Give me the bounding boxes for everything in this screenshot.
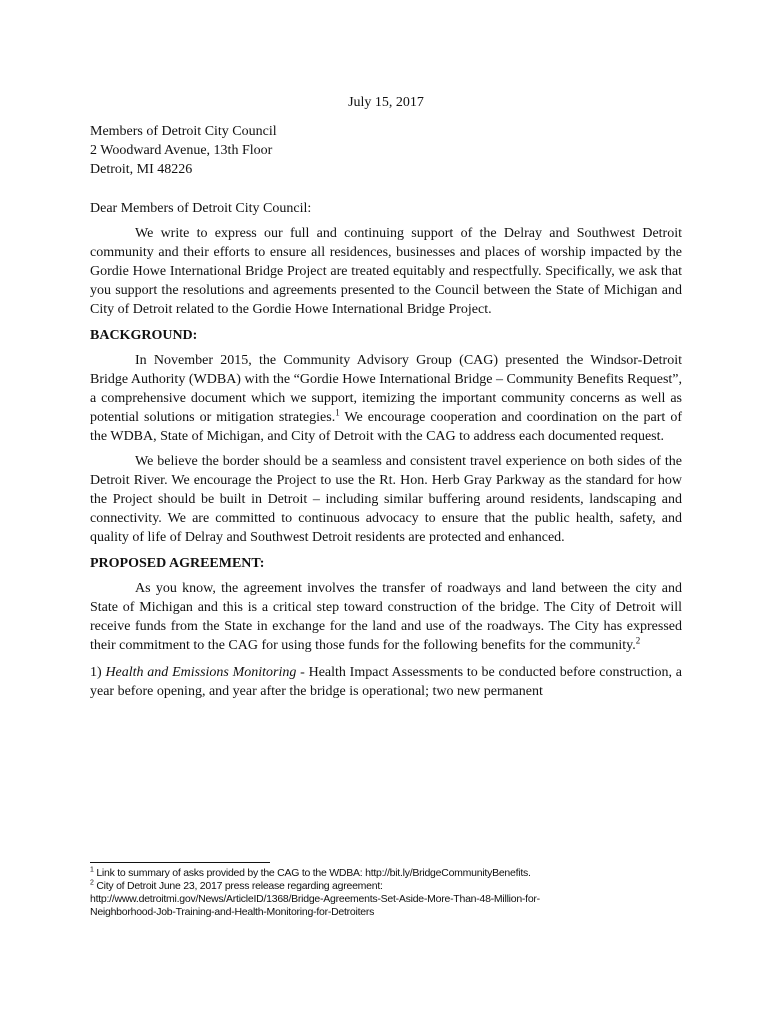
footnote-2-marker: 2 bbox=[90, 879, 94, 887]
footnote-2-url-line-2[interactable]: Neighborhood-Job-Training-and-Health-Monitoring-for-Detroiters bbox=[90, 906, 375, 918]
benefit-item-1 bbox=[90, 663, 682, 701]
recipient-line-3: Detroit, MI 48226 bbox=[90, 162, 193, 177]
footnote-ref-1: 1 bbox=[335, 407, 340, 418]
footnote-1 bbox=[90, 867, 690, 880]
background-paragraph-2: We believe the border should be a seamless and consistent travel experience on both sides of the Detroit River. We encourage the Project to use the Rt. Hon. Herb Gray Parkway as the standard for how the Project should be built in Detroit – including similar buffering around residents, landscaping and connectivity. We are committed to continuous advocacy to ensure that the public health, safety, and quality of life of Delray and Southwest Detroit residents are protected and enhanced. bbox=[90, 454, 682, 545]
letter-date: July 15, 2017 bbox=[348, 95, 424, 110]
background-heading: BACKGROUND: bbox=[90, 328, 198, 343]
benefit-item-1-number: 1) bbox=[90, 665, 106, 680]
proposed-agreement-text: As you know, the agreement involves the transfer of roadways and land between the city and State of Michigan and this is a critical step toward construction of the bridge. The City of Detroit will receive funds from the State in exchange for the land and use of the roadways. The City has expressed their commitment to the CAG for using those funds for the following benefits for the community. bbox=[90, 581, 682, 653]
intro-paragraph: We write to express our full and continuing support of the Delray and Southwest Detroit community and their efforts to ensure all residences, businesses and places of worship impacted by the Gordie Howe International Bridge Project are treated equitably and respectfully. Specifically, we ask that you support the resolutions and agreements presented to the Council between the State of Michigan and City of Detroit related to the Gordie Howe International Bridge Project. bbox=[90, 226, 682, 317]
footnote-1-line-1 bbox=[90, 867, 690, 880]
footnote-2-text: City of Detroit June 23, 2017 press release regarding agreement: bbox=[96, 880, 383, 892]
footnote-separator bbox=[90, 862, 270, 863]
recipient-address bbox=[90, 122, 682, 179]
footnote-1-marker: 1 bbox=[90, 866, 94, 874]
proposed-agreement-heading: PROPOSED AGREEMENT: bbox=[90, 556, 265, 571]
recipient-line-2: 2 Woodward Avenue, 13th Floor bbox=[90, 143, 273, 158]
benefit-item-1-text: - Health Impact Assessments to be conducted before construction, a year before opening, and year after the bridge is operational; two new permanent bbox=[90, 665, 682, 699]
benefit-item-1-title: Health and Emissions Monitoring bbox=[105, 665, 297, 680]
salutation: Dear Members of Detroit City Council: bbox=[90, 201, 312, 216]
background-paragraph-1-text: In November 2015, the Community Advisory Group (CAG) presented the Windsor-Detroit Bridge Authority (WDBA) with the “Gordie Howe International Bridge – Community Benefits Request”, a comprehensive document which we support, itemizing the important community concerns as well as potential solutions or mitigation strategies. bbox=[90, 353, 682, 425]
letter-body bbox=[90, 93, 682, 701]
proposed-agreement-paragraph bbox=[90, 579, 682, 655]
background-paragraph-1 bbox=[90, 351, 682, 446]
footnote-2 bbox=[90, 880, 690, 919]
footnote-2-line-1 bbox=[90, 880, 690, 893]
background-paragraph-1-continued: We encourage cooperation and coordination on the part of the WDBA, State of Michigan, and City of Detroit with the CAG to address each documented request. bbox=[90, 410, 682, 444]
footnotes bbox=[90, 862, 690, 919]
footnote-ref-2: 2 bbox=[635, 635, 641, 646]
footnote-2-url-line-1[interactable]: http://www.detroitmi.gov/News/ArticleID/1368/Bridge-Agreements-Set-Aside-More-Than-48-Million-for- bbox=[90, 893, 540, 905]
recipient-line-1: Members of Detroit City Council bbox=[90, 124, 277, 139]
footnote-1-text: Link to summary of asks provided by the CAG to the WDBA: http://bit.ly/BridgeCommunityBenefits. bbox=[96, 867, 531, 879]
